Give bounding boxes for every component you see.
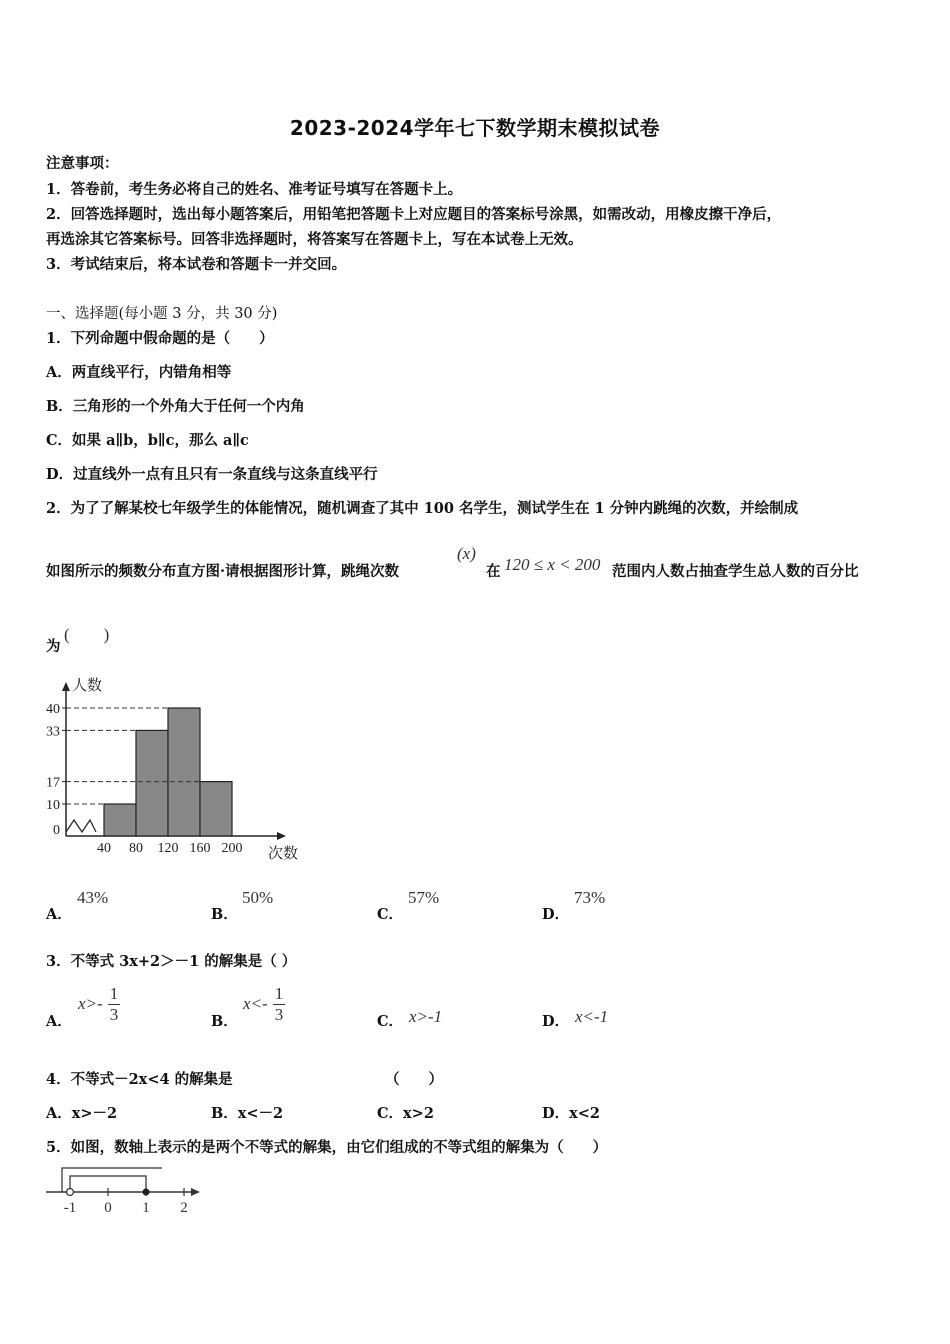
axis-break-icon (66, 820, 96, 832)
q1-option-c: C．如果 a∥b，b∥c，那么 a∥c (46, 432, 249, 449)
notice-item-1: 1．答卷前，考生务必将自己的姓名、准考证号填写在答题卡上。 (46, 181, 463, 198)
number-line-figure (40, 1158, 220, 1218)
closed-circle-1 (143, 1189, 150, 1196)
y-tick-label: 10 (46, 798, 60, 813)
histogram-bar (200, 782, 232, 836)
y-tick-label: 33 (46, 724, 60, 740)
q3-option-b-expr: x<- $\frac{1}{3}$ (243, 984, 284, 1024)
axis-label-neg1: -1 (63, 1200, 77, 1216)
histogram-chart (40, 672, 320, 864)
q2-line2c: 范围内人数占抽查学生总人数的百分比 (612, 563, 859, 580)
notice-item-2-cont: 再选涂其它答案标号。回答非选择题时，将答案写在答题卡上，写在本试卷上无效。 (46, 231, 583, 248)
x-axis-arrow-icon (277, 832, 286, 840)
page-title: 2023-2024学年七下数学期末模拟试卷 (289, 116, 661, 140)
x-tick-label: 80 (129, 841, 143, 856)
q2-line1: 2．为了了解某校七年级学生的体能情况，随机调查了其中 100 名学生，测试学生在 1 分钟内跳绳的次数，并绘制成 (46, 500, 799, 517)
q2-answer-paren: ( ) (64, 625, 110, 644)
q3-option-c-letter: C． (377, 1013, 404, 1030)
axis-label-1: 1 (142, 1200, 150, 1216)
q4-option-a: A．x>－2 (46, 1105, 118, 1122)
x-tick-label: 200 (221, 841, 243, 856)
y-axis-arrow-icon (62, 682, 70, 691)
q1-option-d: D．过直线外一点有且只有一条直线与这条直线平行 (46, 466, 378, 483)
x-axis-label: 次数 (268, 846, 299, 862)
axis-label-0: 0 (104, 1200, 112, 1216)
q2-option-b-value: 50% (242, 888, 274, 907)
notice-item-3: 3．考试结束后，将本试卷和答题卡一并交回。 (46, 256, 347, 273)
axis-arrow-icon (191, 1188, 200, 1196)
q3-option-a-letter: A． (46, 1013, 72, 1030)
histogram-bar (168, 708, 200, 836)
q4-stem: 4．不等式－2x<4 的解集是 (46, 1071, 233, 1088)
y-tick-label: 40 (46, 702, 60, 717)
q1-stem: 1．下列命题中假命题的是（ ） (46, 330, 274, 347)
y-axis-label: 人数 (72, 678, 103, 694)
section-heading: 一、选择题(每小题 3 分，共 30 分) (46, 306, 278, 322)
axis-label-2: 2 (180, 1200, 188, 1216)
q2-line3: 为 (46, 638, 61, 655)
histogram-bar (104, 804, 136, 836)
q4-option-b: B．x<－2 (211, 1105, 284, 1122)
q2-option-c-letter: C． (377, 906, 404, 923)
histogram-bar (136, 730, 168, 836)
y-tick-label: 0 (53, 823, 60, 838)
q3-option-d-letter: D． (542, 1013, 570, 1030)
q1-option-b: B．三角形的一个外角大于任何一个内角 (46, 398, 305, 415)
q4-answer-paren: （ ） (385, 1071, 443, 1088)
q4-option-c: C．x>2 (377, 1105, 434, 1122)
x-tick-label: 120 (157, 841, 179, 856)
q2-option-d-letter: D． (542, 906, 570, 923)
upper-solution-bracket (62, 1168, 162, 1192)
q2-variable: (x) (457, 544, 476, 563)
y-tick-label: 17 (46, 775, 60, 791)
q2-line2a: 如图所示的频数分布直方图·请根据图形计算，跳绳次数 (46, 563, 400, 580)
q2-option-a-value: 43% (77, 888, 109, 907)
q2-option-a-letter: A． (46, 906, 72, 923)
q3-stem: 3．不等式 3x+2＞－1 的解集是（ ） (46, 953, 297, 970)
open-circle-neg1 (67, 1189, 74, 1196)
q2-range: 120 ≤ x < 200 (504, 555, 601, 574)
q3-option-d-expr: x<-1 (575, 1007, 609, 1026)
q5-stem: 5．如图，数轴上表示的是两个不等式的解集，由它们组成的不等式组的解集为（ ） (46, 1139, 608, 1156)
q4-option-d: D．x<2 (542, 1105, 600, 1122)
q2-option-b-letter: B． (211, 906, 238, 923)
q2-line2b: 在 (486, 563, 501, 580)
x-tick-label: 40 (97, 841, 111, 856)
q3-option-a-expr: x>- $\frac{1}{3}$ (78, 984, 119, 1024)
q3-option-b-letter: B． (211, 1013, 238, 1030)
notice-item-2: 2．回答选择题时，选出每小题答案后，用铅笔把答题卡上对应题目的答案标号涂黑，如需改动，用橡皮擦干净后， (46, 206, 782, 223)
q2-option-d-value: 73% (574, 888, 606, 907)
x-tick-label: 160 (189, 841, 211, 856)
q1-option-a: A．两直线平行，内错角相等 (46, 364, 232, 381)
q3-option-c-expr: x>-1 (409, 1007, 443, 1026)
q2-option-c-value: 57% (408, 888, 440, 907)
notice-heading: 注意事项： (46, 155, 119, 172)
